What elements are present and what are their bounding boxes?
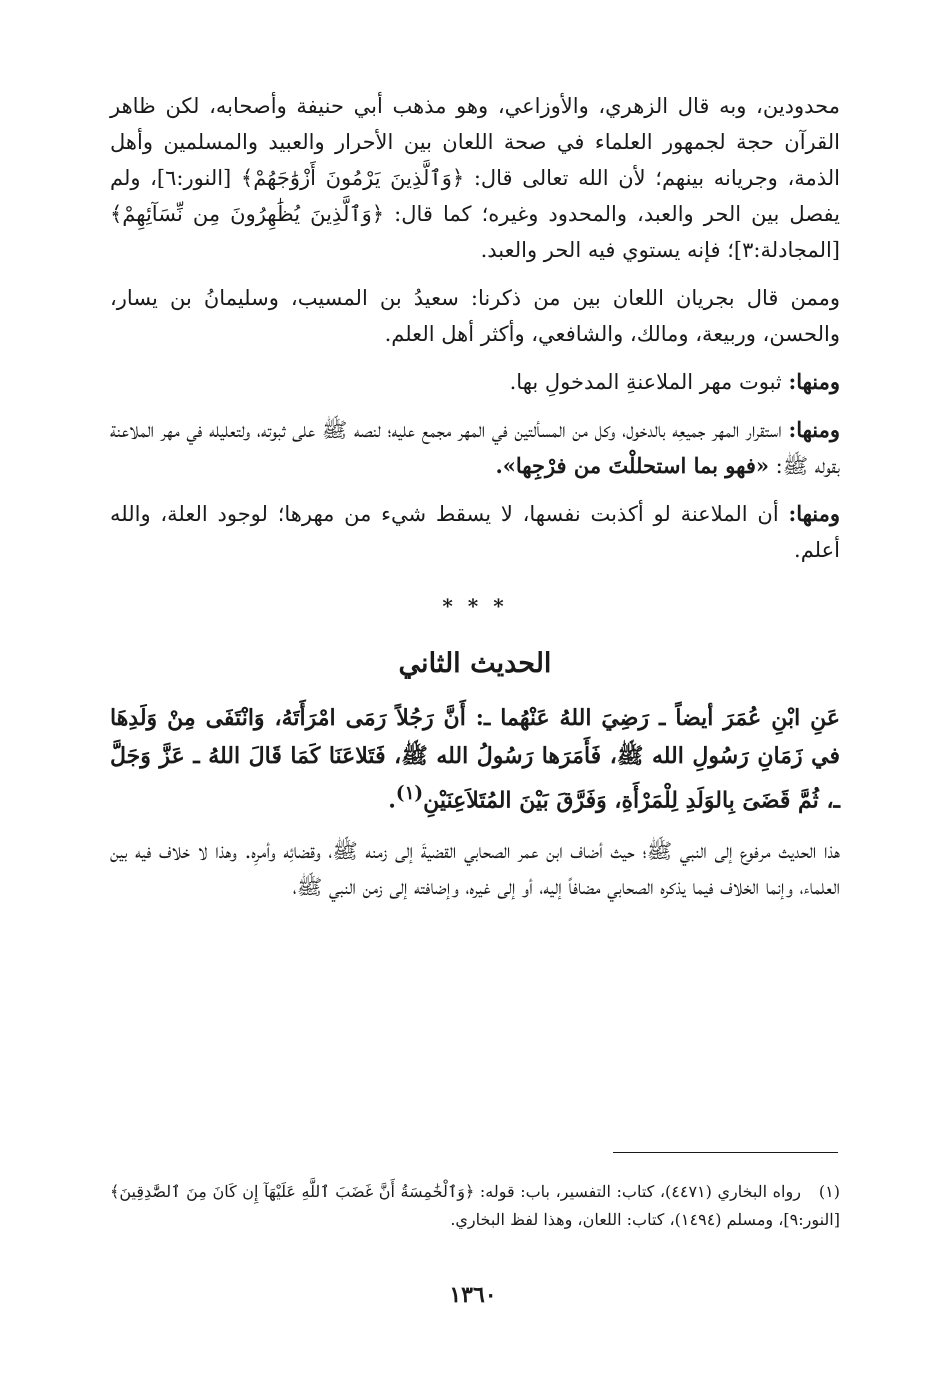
paragraph-6: هذا الحديث مرفوع إلى النبي ﷺ؛ حيث أضاف ابن عمر الصحابي القضيةَ إلى زمنه ﷺ، وقضائِه وأمرِه. وهذا لا خلاف فيه بين العلماء، وإنما الخلاف فيما يذكره الصحابي مضافاً إليه، أو إلى غيره، وإضافته إلى زمن النبي ﷺ، — [110, 839, 840, 900]
hadith-text — [110, 699, 840, 819]
paragraph-5-lead: ومنها: — [788, 501, 840, 526]
section-separator: * * * — [442, 594, 508, 618]
hadith-end: . — [388, 787, 396, 814]
paragraph-1: محدودين، وبه قال الزهري، والأوزاعي، وهو مذهب أبي حنيفة وأصحابه، لكن ظاهر القرآن حجة لجمهور العلماء في صحة اللعان بين الأحرار والعبيد والمسلمين وأهل الذمة، وجريانه بينهم؛ لأن الله تعالى قال: ﴿وَٱلَّذِينَ يَرْمُونَ أَزْوَٰجَهُمْ﴾ [النور:٦]، ولم يفصل بين الحر والعبد، والمحدود وغيره؛ كما قال: ﴿وَٱلَّذِينَ يُظَٰهِرُونَ مِن نِّسَآئِهِمْ﴾ [المجادلة:٣]؛ فإنه يستوي فيه الحر والعبد. — [110, 94, 840, 262]
paragraph-4-lead: ومنها: — [788, 417, 840, 442]
page-number: ١٣٦٠ — [449, 1282, 497, 1308]
paragraph-3 — [110, 364, 840, 400]
hadith-body: عَنِ ابْنِ عُمَرَ أيضاً ـ رَضِيَ اللهُ عَنْهُما ـ: أَنَّ رَجُلاً رَمَى امْرَأَتَهُ، وَانْتَفَى مِنْ وَلَدِهَا في زَمَانِ رَسُولِ الله ﷺ، فَأَمَرَها رَسُولُ الله ﷺ، فَتَلاعَنَا كَمَا قَالَ اللهُ ـ عَزَّ وَجَلَّ ـ، ثُمَّ قَضَىَ بِالوَلَدِ لِلْمَرْأَةِ، وَفَرَّقَ بَيْنَ المُتَلاَعِنَيْنِ — [110, 705, 840, 814]
footnote-number: (١) — [818, 1182, 841, 1201]
paragraph-5-text: أن الملاعنة لو أكذبت نفسها، لا يسقط شيء من مهرها؛ لوجود العلة، والله أعلم. — [110, 502, 840, 562]
paragraph-3-lead: ومنها: — [788, 369, 840, 394]
footnote-divider — [613, 1152, 838, 1153]
paragraph-5 — [110, 496, 840, 568]
footnote-text: رواه البخاري (٤٤٧١)، كتاب: التفسير، باب: قوله: ﴿وَٱلْخَٰمِسَةُ أَنَّ غَضَبَ ٱللَّهِ عَلَيْهَآ إِن كَانَ مِنَ ٱلصَّٰدِقِينَ﴾ [النور:٩]، ومسلم (١٤٩٤)، كتاب: اللعان، وهذا لفظ البخاري. — [110, 1182, 840, 1229]
page-body — [110, 88, 840, 917]
footnote — [110, 1178, 840, 1234]
hadith-footnote-ref: (١) — [395, 783, 424, 804]
paragraph-4-text: استقرار المهر جميعِه بالدخول، وكل من المسألتين في المهر مجمع عليه؛ لنصه ﷺ على ثبوته، ولتعليله في مهر الملاعنة بقوله ﷺ: — [110, 418, 840, 478]
paragraph-2: وممن قال بجريان اللعان بين من ذكرنا: سعيدُ بن المسيب، وسليمانُ بن يسار، والحسن، وربيعة، ومالك، والشافعي، وأكثر أهل العلم. — [110, 286, 840, 346]
section-heading: الحديث الثاني — [398, 648, 552, 679]
paragraph-4-quote: «فهو بما استحللْتَ من فرْجِها». — [495, 453, 769, 478]
paragraph-4 — [110, 412, 840, 484]
paragraph-3-text: ثبوت مهر الملاعنةِ المدخولِ بها. — [509, 370, 789, 394]
